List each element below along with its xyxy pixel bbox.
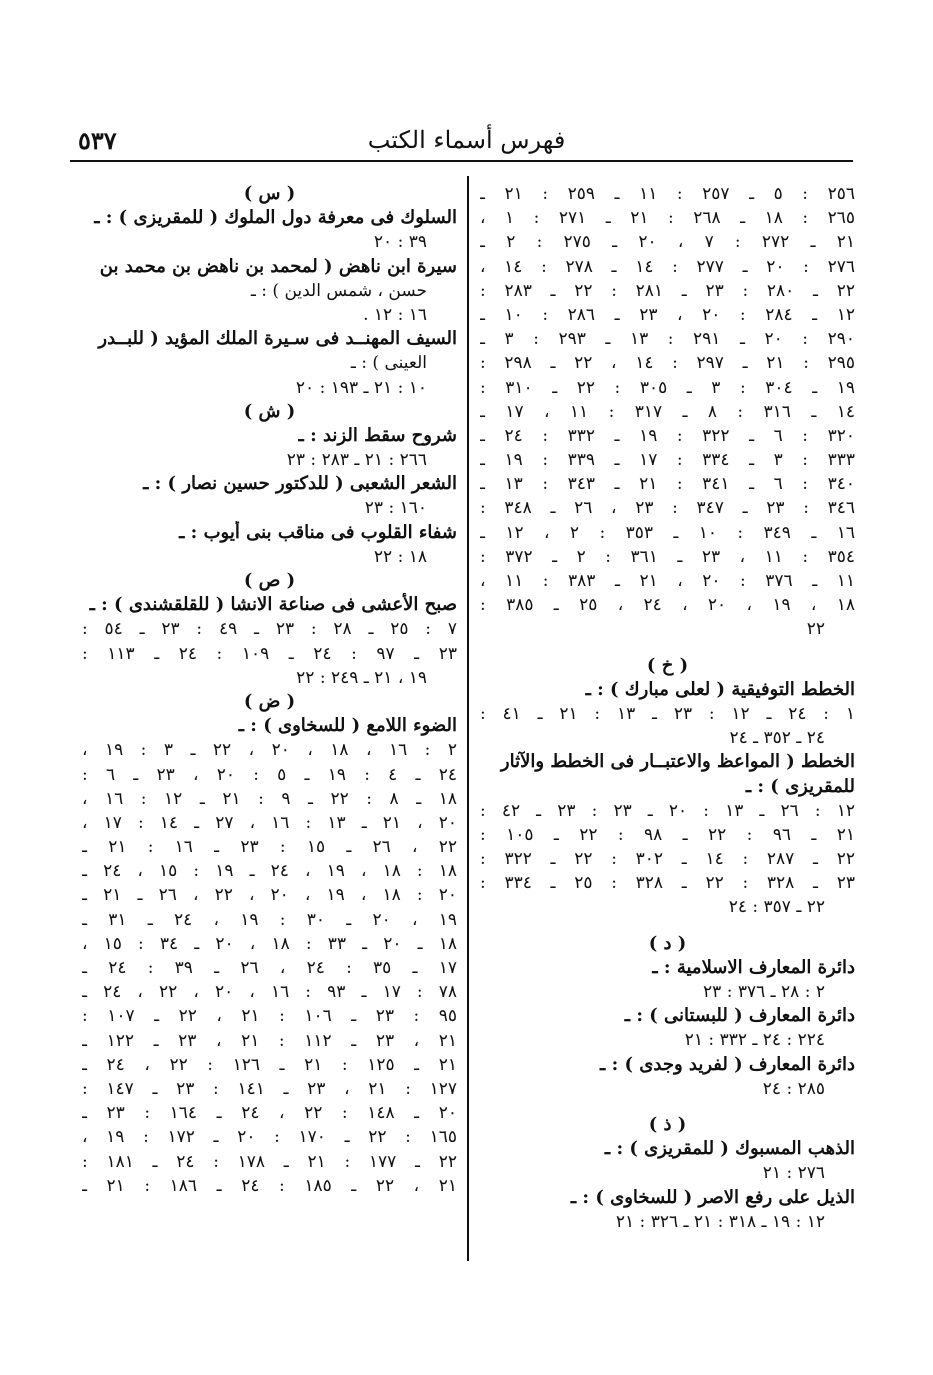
page-refs-line: ١٦ : ١٢ . [363,304,427,325]
page-refs-line: ١٩ ، ٢١ ـ ٢٤٩ : ٢٢ [296,667,427,688]
page-refs-line: ٢٢ ـ ٣٥٧ : ٢٤ [728,897,825,918]
page-refs-line: ١٢ ـ ٢٨٤ : ٢٠ ، ٢٣ ـ ٢٨٦ : ١٠ ـ [480,304,855,325]
page-refs-line: حسن ، شمس الدين ) : ـ [250,280,427,301]
page-refs-line: ٢٩٥ : ٢١ ـ ٢٩٧ : ١٤ ، ٢٢ ـ ٢٩٨ : [480,353,855,374]
left-column [82,182,457,1198]
section-letter-heading: ( س ) [243,183,296,204]
book-title-entry: الخطط ( المواعظ والاعتبــار فى الخطط والآثار [500,751,855,773]
book-title-entry: دائرة المعارف الاسلامية : ـ [652,956,855,978]
book-title-entry: السيف المهنــد فى سـيرة الملك المؤيد ( للبــدر [98,328,457,350]
page-refs-line: ١٨ ـ ٢٠ ـ ٣٣ : ١٨ ، ٢٠ ـ ٣٤ : ١٥ ، [82,933,457,954]
page-refs-line: ٢٠ : ١٨ ، ١٩ ، ٢٠ ، ٢٢ ، ٢٦ ـ ٢١ ـ [82,885,457,906]
book-title-entry: للمقريزى ) : ـ [745,775,855,797]
page-refs-line: ٢٧٦ : ٢٠ ـ ٢٧٧ : ١٤ ـ ٢٧٨ : ١٤ ، [480,256,855,277]
section-letter-heading: ( ذ ) [648,1113,687,1135]
page-title: فهرس أسماء الكتب [367,126,566,154]
page-refs-line: ٢١ ـ ١٢٥ : ٢١ ـ ١٢٦ : ٢٢ ، ٢٤ ـ [82,1054,457,1075]
page-refs-line: ١١ ـ ٣٧٦ : ٢٠ ، ٢١ ـ ٣٨٣ : ١١ ، [480,571,855,591]
page-refs-line: ١٤ ـ ٣١٦ : ٨ ـ ٣١٧ : ١١ ، ١٧ ـ [480,401,855,422]
page-number: ٥٣٧ [78,126,117,155]
page-refs-line: ١٢٧ : ٢١ ، ٢٣ ـ ١٤١ : ٢٣ ـ ١٤٧ : [82,1078,457,1099]
page-refs-line: ٣٩ : ٢٠ [373,232,427,253]
page-refs-line: ٣٥٤ : ١١ ، ٢٣ ـ ٣٦١ : ٢ ـ ٣٧٢ : [480,546,855,567]
page-refs-line: ١٦٠ : ٢٣ [364,498,427,519]
page-refs-line: ١٨ ، ١٩ ، ٢٠ ، ٢٤ ، ٢٥ ـ ٣٨٥ : [480,595,855,616]
section-letter-heading: ( ض ) [243,690,296,712]
section-letter-heading: ( خ ) [646,654,689,676]
page-refs-line: ١٦ ـ ٣٤٩ : ١٠ ـ ٣٥٣ : ٢ ، ١٢ ـ [480,522,855,543]
book-title-entry: دائرة المعارف ( لفريد وجدى ) : ـ [600,1053,855,1075]
book-title-entry: الذهب المسبوك ( للمقريزى ) : ـ [604,1138,855,1160]
book-title-entry: الضوء اللامع ( للسخاوى ) : ـ [238,715,457,737]
book-title-entry: شفاء القلوب فى مناقب بنى أيوب : ـ [179,521,457,543]
column-divider [467,176,469,1261]
page-refs-line: ١٨ : ١٨ ، ١٩ ، ٢٤ ـ ١٩ : ١٥ ، ٢٤ ـ [82,861,457,882]
page-refs-line: ٢٤ ـ ٣٥٢ ـ ٢٤ [729,728,825,749]
page-refs-line: ٢٣ ـ ٩٧ : ٢٤ ـ ١٠٩ : ٢٤ ـ ١١٣ : [82,643,457,664]
page-refs-line: ٢٧٦ : ٢١ [762,1163,825,1184]
page-refs-line: ١٧ ـ ٣٥ : ٢٤ ، ٢٦ ـ ٣٩ : ٢٤ ـ [82,958,457,978]
page-refs-line: ٧٨ : ١٧ ـ ٩٣ : ١٦ ، ٢٠ ، ٢٢ ، ٢٤ ـ [82,982,457,1003]
page-header [70,118,863,158]
book-title-entry: شروح سقط الزند : ـ [298,424,457,446]
page-refs-line: ١٦٥ : ٢٢ ـ ١٧٠ : ٢٠ ـ ١٧٢ : ١٩ ، [82,1127,457,1148]
section-letter-heading: ( ص ) [243,570,296,591]
page-refs-line: ١٠ : ٢١ ـ ١٩٣ : ٢٠ [295,377,427,398]
page-refs-line: ٢٤ ـ ٤ : ١٩ ـ ٥ : ٢٠ ، ٢٣ ـ ٦ : [82,764,457,785]
book-title-entry: الخطط التوفيقية ( لعلى مبارك ) : ـ [585,678,855,700]
page-refs-line: ٢١ ، ٢٣ ـ ١١٢ : ٢١ ، ٢٣ ـ ١٢٢ ـ [82,1030,457,1051]
book-title-entry: سيرة ابن ناهض ( لمحمد بن ناهض بن محمد بن [99,255,457,277]
page-refs-line: ٢ : ٢٨ ـ ٣٧٦ : ٢٣ [703,982,825,1002]
page-refs-line: ١٩ ، ٢٠ ـ ٣٠ : ١٩ ، ٢٤ ـ ٣١ ـ [82,909,457,930]
page-refs-line: ١ : ٢٤ ـ ١٢ : ٢٣ ـ ١٣ : ٢١ ـ ٤١ : [480,703,855,724]
book-title-entry: صبح الأعشى فى صناعة الانشا ( للقلقشندى ) : ـ [89,594,457,616]
page-refs-line: ٧ : ٢٥ ـ ٢٨ : ٢٣ ـ ٤٩ : ٢٣ ـ ٥٤ : [82,619,457,640]
page-refs-line: ٢٢ ـ ٢٨٧ : ١٤ ـ ٣٠٢ : ٢٢ ـ ٣٢٢ : [480,849,855,870]
page-refs-line: العينى ) : ـ [350,353,427,374]
page-refs-line: ١٨ ـ ٨ : ٢٢ ـ ٩ : ٢١ ـ ١٢ : ١٦ ، [82,788,457,809]
section-letter-heading: ( د ) [648,932,687,954]
page-refs-line: ٢٨٥ : ٢٤ [762,1078,825,1099]
page-refs-line: ١٢ : ١٩ ـ ٣١٨ : ٢١ ـ ٣٢٦ : ٢١ [615,1211,825,1232]
page-refs-line: ١٨ : ٢٢ [373,546,427,567]
page-refs-line: ٣٤٠ : ٦ ـ ٣٤١ : ٢١ ـ ٣٤٣ : ١٣ ـ [480,474,855,495]
spacer [480,920,855,932]
page-refs-line: ٢١ ـ ٩٦ : ٢٢ ـ ٩٨ : ٢٢ ـ ١٠٥ : [480,824,855,845]
page-refs-line: ٢٢ [806,619,825,640]
section-letter-heading: ( ش ) [243,400,296,422]
page-refs-line: ٢٢ ، ٢٦ ـ ١٥ : ٢٣ ـ ١٦ : ٢١ ـ [82,837,457,858]
page-refs-line: ٢٢٤ : ٢٤ ـ ٣٣٢ : ٢١ [684,1030,825,1051]
page-refs-line: ٢١ ـ ٢٧٢ : ٧ ، ٢٠ ـ ٢٧٥ : ٢ ـ [480,232,855,253]
page-refs-line: ٣٤٦ : ٢٣ ـ ٣٤٧ : ٢٣ ، ٢٦ ـ ٣٤٨ : [480,498,855,519]
book-title-entry: الشعر الشعبى ( للدكتور حسين نصار ) : ـ [143,473,457,495]
page-refs-line: ٣٢٠ : ٦ ـ ٣٢٢ : ١٩ ـ ٣٣٢ : ٢٤ ـ [480,425,855,446]
page-refs-line: ٢٩٠ : ٢٠ ـ ٢٩١ : ١٣ ـ ٢٩٣ : ٣ ـ [480,329,855,350]
book-title-entry: دائرة المعارف ( للبستانى ) : ـ [624,1005,855,1027]
page-refs-line: ٢٠ ـ ١٤٨ : ٢٢ ، ٢٤ ـ ١٦٤ : ٢٣ ـ [82,1103,457,1124]
header-rule [70,160,853,162]
page-refs-line: ٢١ ، ٢٢ ـ ١٨٥ : ٢٤ ـ ١٨٦ : ٢١ ـ [82,1175,457,1196]
right-column [480,182,855,1234]
page-refs-line: ١٢ : ٢٦ ـ ١٣ : ٢٠ ـ ٢٣ : ٢٣ ـ ٤٢ : [480,800,855,821]
book-title-entry: السلوك فى معرفة دول الملوك ( للمقريزى ) : ـ [94,207,457,229]
page-refs-line: ٢٢ ـ ١٧٧ : ٢١ ـ ١٧٨ : ٢٤ ـ ١٨١ : [82,1151,457,1172]
page-refs-line: ٢٦٦ : ٢١ ـ ٢٨٣ : ٢٣ [286,450,427,471]
page-refs-line: ٢٥٦ : ٥ ـ ٢٥٧ : ١١ ـ ٢٥٩ : ٢١ ـ [480,184,855,204]
page-refs-line: ٢٦٥ : ١٨ ـ ٢٦٨ : ٢١ ـ ٢٧١ : ١ ، [480,208,855,229]
page-refs-line: ٢ : ١٦ ، ١٨ ، ٢٠ ، ٢٢ ـ ٣ : ١٩ ، [82,740,457,761]
spacer [480,1101,855,1113]
page-refs-line: ٢٣ ـ ٣٢٨ : ٢٢ ـ ٣٢٨ : ٢٥ ـ ٣٣٤ : [480,873,855,894]
spacer [480,642,855,654]
page-refs-line: ٢٠ ، ٢١ ـ ١٣ : ١٦ ، ٢٧ ـ ١٤ : ١٧ ، [82,812,457,833]
page-refs-line: ٢٢ ـ ٢٨٠ : ٢٣ ـ ٢٨١ : ٢٢ ـ ٢٨٣ : [480,280,855,301]
page-refs-line: ١٩ ـ ٣٠٤ : ٣ ـ ٣٠٥ : ٢٢ ـ ٣١٠ : [480,377,855,398]
page-refs-line: ٩٥ : ٢٣ ـ ١٠٦ : ٢١ ، ٢٢ ـ ١٠٧ : [82,1006,457,1027]
book-title-entry: الذيل على رفع الاصر ( للسخاوى ) : ـ [570,1186,855,1208]
page-refs-line: ٣٣٣ : ٣ ـ ٣٣٤ : ١٧ ـ ٣٣٩ : ١٩ ـ [480,450,855,471]
